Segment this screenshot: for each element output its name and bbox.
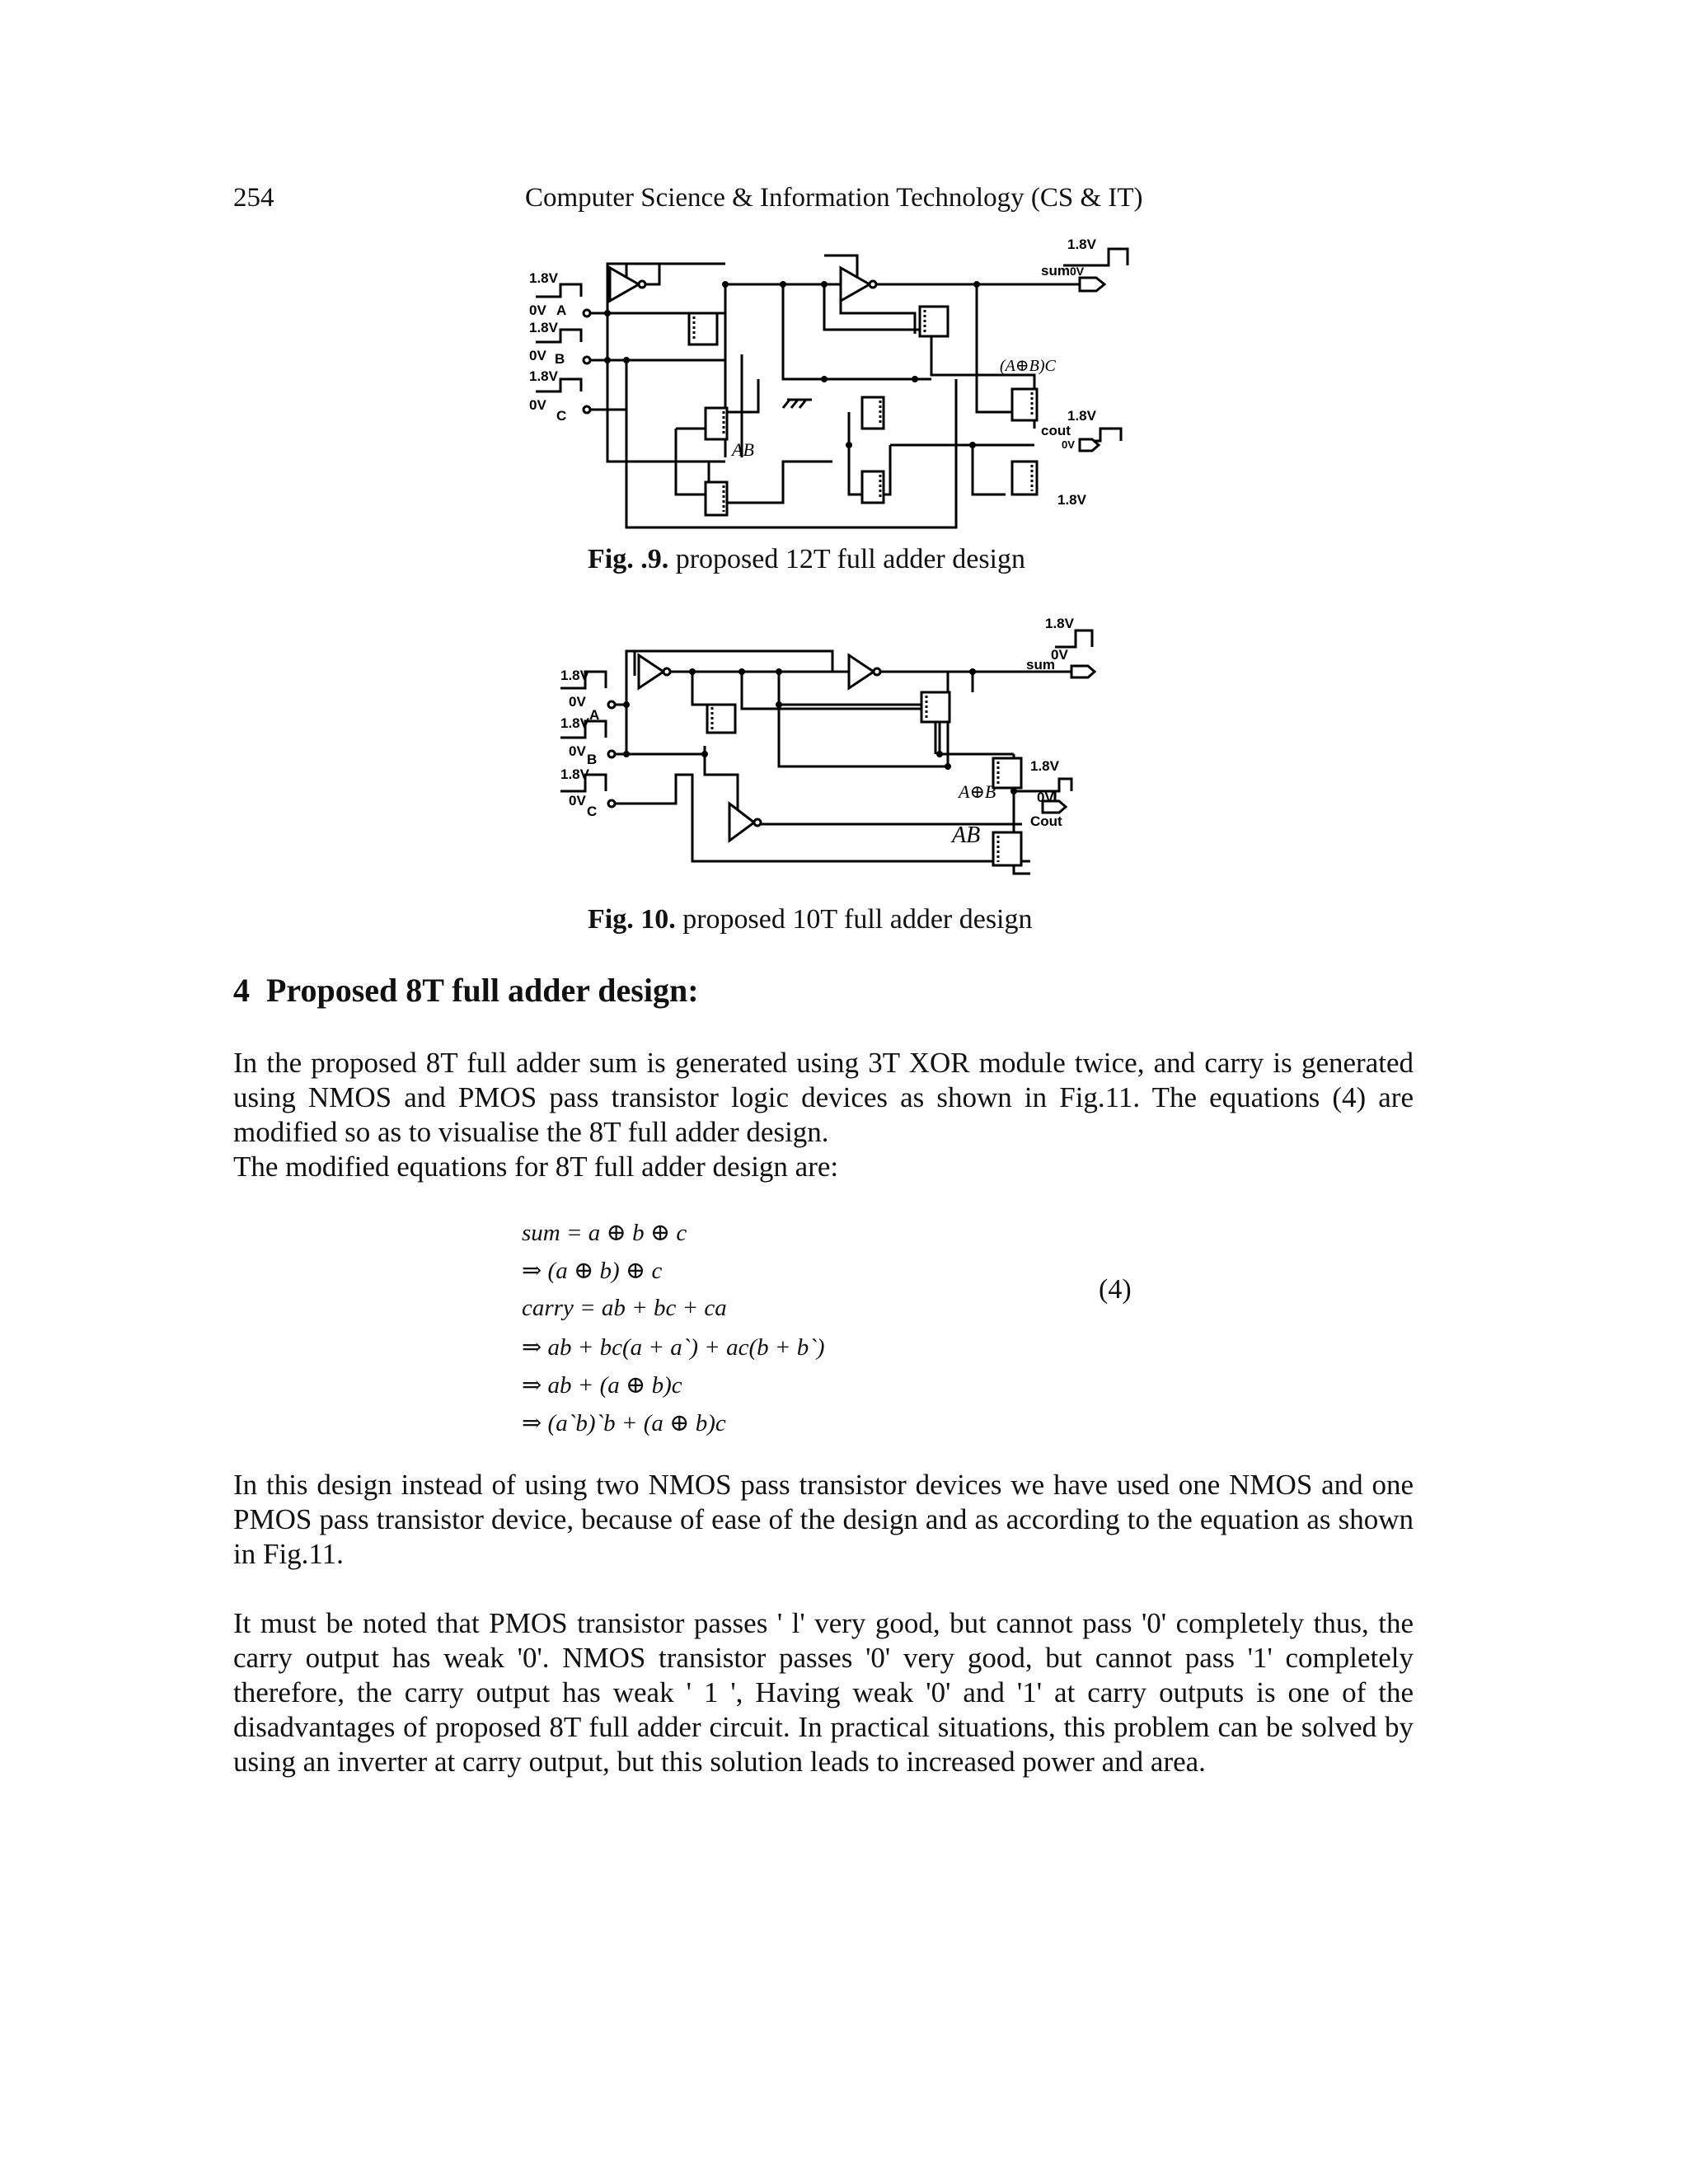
figure-10t-schematic bbox=[544, 610, 1121, 882]
equation-line-3: carry = ab + bc + ca bbox=[522, 1295, 727, 1321]
fig10-label-ab: AB bbox=[952, 823, 981, 848]
fig9-label-v18-bottom: 1.8V bbox=[1057, 492, 1086, 508]
section-number: 4 bbox=[233, 972, 250, 1009]
fig10-label-v0-c: 0V bbox=[569, 793, 586, 808]
fig9-label-v18-sum: 1.8V bbox=[1067, 237, 1096, 252]
figure-9-label: Fig. .9. bbox=[588, 544, 669, 574]
fig9-label-cout: cout bbox=[1041, 423, 1071, 438]
fig10-label-v0-sum: 0V bbox=[1051, 647, 1068, 663]
equation-line-2: ⇒ (a ⊕ b) ⊕ c bbox=[522, 1258, 663, 1284]
fig10-inverter-2 bbox=[849, 655, 874, 688]
fig9-inverter-2 bbox=[841, 268, 870, 301]
fig10-label-a: A bbox=[589, 707, 600, 723]
fig10-label-v18-cout: 1.8V bbox=[1030, 758, 1059, 774]
page-number: 254 bbox=[233, 183, 274, 213]
fig9-label-v18-cout: 1.8V bbox=[1067, 408, 1096, 424]
figure-9-caption-text: proposed 12T full adder design bbox=[668, 544, 1026, 574]
fig10-label-v0-b: 0V bbox=[569, 743, 586, 759]
fig9-label-v0-b: 0V bbox=[529, 348, 546, 363]
fig9-label-v18-a: 1.8V bbox=[529, 270, 558, 286]
figure-10-caption bbox=[588, 904, 1033, 935]
fig9-label-ab: AB bbox=[732, 439, 754, 460]
fig9-label-v18-c: 1.8V bbox=[529, 368, 558, 384]
fig10-label-v0-cout: 0V bbox=[1037, 790, 1054, 805]
fig9-label-a: A bbox=[556, 302, 567, 318]
equation-line-5: ⇒ ab + (a ⊕ b)c bbox=[522, 1372, 682, 1399]
fig9-label-v0-a: 0V bbox=[529, 302, 546, 318]
fig9-label-c: C bbox=[556, 408, 567, 424]
fig10-label-v0-a: 0V bbox=[569, 694, 586, 710]
fig10-label-cout: Cout bbox=[1030, 813, 1062, 829]
paragraph-1: In the proposed 8T full adder sum is generated using 3T XOR module twice, and carry is generated using NMOS and PMOS pass transistor logic devices as shown in Fig.11. The equations (4) are modified so as to visualise the 8T full adder design. bbox=[233, 1047, 1414, 1148]
equation-line-6: ⇒ (a`b)`b + (a ⊕ b)c bbox=[522, 1410, 726, 1436]
fig10-label-sum: sum bbox=[1026, 657, 1055, 673]
paragraph-2: In this design instead of using two NMOS pass transistor devices we have used one NMOS and one PMOS pass transistor device, because of ease of the design and as according to the equation as shown in Fig.11. bbox=[233, 1469, 1414, 1570]
paragraph-3: It must be noted that PMOS transistor passes ' l' very good, but cannot pass '0' completely thus, the carry output has weak '0'. NMOS transistor passes '0' very good, but cannot pass '1' completely therefore, the carry output has weak ' 1 ', Having weak '0' and '1' at carry outputs is one of the disadvantages of proposed 8T full adder circuit. In practical situations, this problem can be solved by using an inverter at carry output, but this solution leads to increased power and area. bbox=[233, 1607, 1414, 1778]
fig9-label-v0-c: 0V bbox=[529, 397, 546, 413]
fig10-inverter-3 bbox=[729, 804, 754, 841]
equation-line-4: ⇒ ab + bc(a + a`) + ac(b + b`) bbox=[522, 1334, 825, 1361]
section-title: Proposed 8T full adder design: bbox=[266, 972, 699, 1009]
fig9-label-b: B bbox=[555, 351, 565, 367]
fig10-label-v18-a: 1.8V bbox=[560, 668, 589, 683]
equation-number: (4) bbox=[1099, 1274, 1132, 1305]
equation-line-1: sum = a ⊕ b ⊕ c bbox=[522, 1220, 687, 1246]
running-title: Computer Science & Information Technology (CS & IT) bbox=[525, 183, 1143, 213]
fig9-label-v0-sum: 0V bbox=[1070, 265, 1085, 278]
fig10-label-v18-c: 1.8V bbox=[560, 766, 589, 782]
fig10-label-v18-b: 1.8V bbox=[560, 715, 589, 731]
fig9-label-v18-b: 1.8V bbox=[529, 320, 558, 335]
paragraph-1-continuation: The modified equations for 8T full adder design are: bbox=[233, 1151, 839, 1183]
fig10-label-axorb: A⊕B bbox=[959, 781, 996, 802]
fig10-label-v18-sum: 1.8V bbox=[1045, 616, 1074, 631]
fig9-label-axorbc: (A⊕B)C bbox=[1000, 357, 1056, 375]
figure-10-caption-text: proposed 10T full adder design bbox=[675, 904, 1033, 935]
sum-output-waveform bbox=[1055, 630, 1092, 647]
fig10-label-c: C bbox=[587, 804, 598, 819]
input-a-waveform bbox=[536, 284, 581, 297]
fig10-label-b: B bbox=[587, 752, 598, 767]
figure-9-caption bbox=[588, 544, 1025, 575]
fig9-label-v0-cout: 0V bbox=[1062, 438, 1075, 451]
figure-10-label: Fig. 10. bbox=[588, 904, 676, 935]
fig9-inverter-1 bbox=[610, 268, 639, 301]
fig9-label-sum: sum bbox=[1041, 263, 1070, 279]
figure-12t-schematic bbox=[511, 231, 1137, 544]
ground-icon bbox=[783, 400, 812, 408]
fig10-inverter-1 bbox=[639, 655, 663, 688]
section-heading bbox=[233, 971, 699, 1010]
